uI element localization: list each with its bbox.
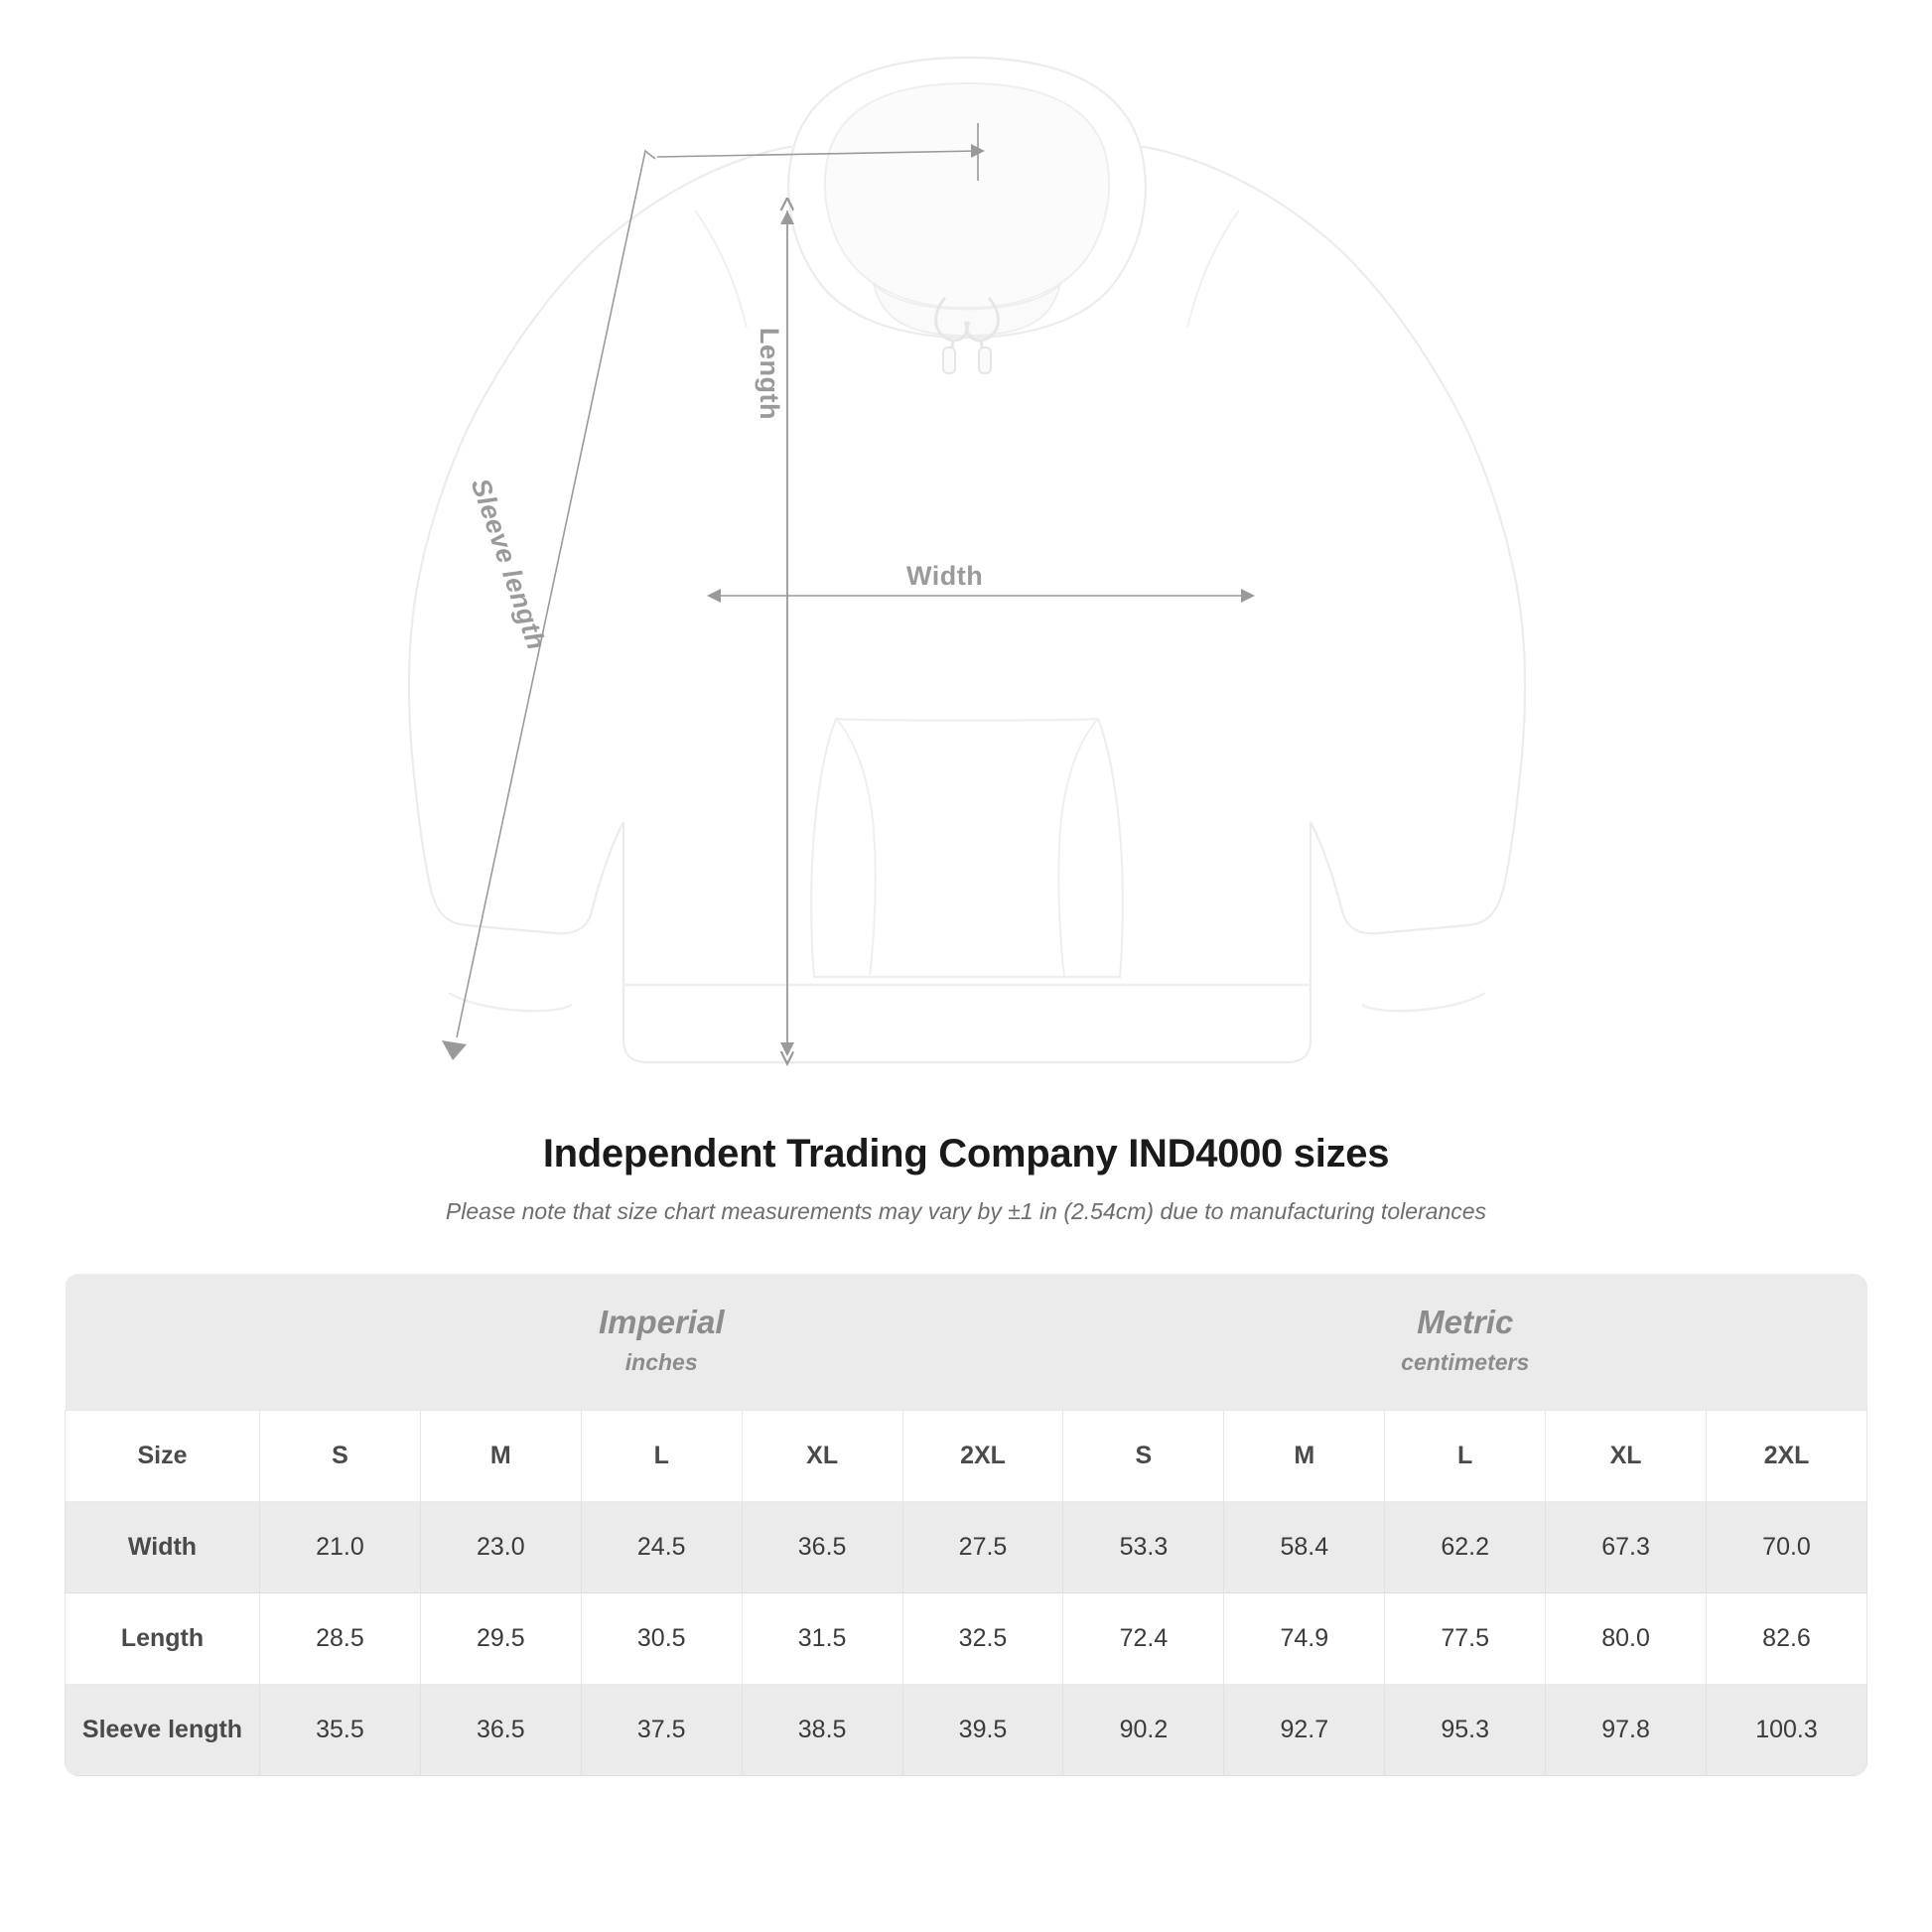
cell-sleeve-metric-xl: 97.8 xyxy=(1546,1685,1707,1776)
cell-length-imperial-s: 28.5 xyxy=(260,1593,421,1685)
cell-sleeve-metric-l: 95.3 xyxy=(1385,1685,1546,1776)
cell-length-metric-m: 74.9 xyxy=(1224,1593,1385,1685)
header-size-imperial-s: S xyxy=(260,1411,421,1502)
cell-width-metric-2xl: 70.0 xyxy=(1707,1502,1867,1593)
cell-sleeve-imperial-2xl: 39.5 xyxy=(902,1685,1063,1776)
header-size-imperial-2xl: 2XL xyxy=(902,1411,1063,1502)
sleeve-length-dimension-label: Sleeve length xyxy=(465,475,552,654)
cell-sleeve-metric-m: 92.7 xyxy=(1224,1685,1385,1776)
column-header-row xyxy=(66,1411,1867,1502)
length-dimension-label: Length xyxy=(755,328,784,420)
cell-width-imperial-m: 23.0 xyxy=(420,1502,581,1593)
cell-sleeve-imperial-m: 36.5 xyxy=(420,1685,581,1776)
header-size-imperial-l: L xyxy=(581,1411,742,1502)
cell-sleeve-metric-s: 90.2 xyxy=(1063,1685,1224,1776)
cell-sleeve-imperial-xl: 38.5 xyxy=(742,1685,902,1776)
unit-corner-cell xyxy=(66,1274,260,1411)
page-title: Independent Trading Company IND4000 sizes xyxy=(542,1132,1390,1175)
unit-group-metric-name: Metric xyxy=(1417,1304,1514,1340)
table-row xyxy=(66,1593,1867,1685)
cell-width-metric-l: 62.2 xyxy=(1385,1502,1546,1593)
size-table xyxy=(65,1274,1867,1776)
row-label-width: Width xyxy=(66,1502,260,1593)
cell-width-metric-m: 58.4 xyxy=(1224,1502,1385,1593)
cell-width-metric-s: 53.3 xyxy=(1063,1502,1224,1593)
cell-length-imperial-2xl: 32.5 xyxy=(902,1593,1063,1685)
header-size-metric-s: S xyxy=(1063,1411,1224,1502)
cell-width-imperial-xl: 36.5 xyxy=(742,1502,902,1593)
cell-length-metric-xl: 80.0 xyxy=(1546,1593,1707,1685)
unit-group-imperial-sub: inches xyxy=(624,1349,698,1375)
cell-length-imperial-l: 30.5 xyxy=(581,1593,742,1685)
unit-group-metric-sub: centimeters xyxy=(1401,1349,1530,1375)
cell-sleeve-imperial-s: 35.5 xyxy=(260,1685,421,1776)
width-dimension-label: Width xyxy=(906,561,984,591)
unit-group-imperial xyxy=(260,1274,1063,1411)
tolerance-note: Please note that size chart measurements may vary by ±1 in (2.54cm) due to manufacturing tolerances xyxy=(445,1198,1487,1224)
cell-width-imperial-l: 24.5 xyxy=(581,1502,742,1593)
header-size-metric-2xl: 2XL xyxy=(1707,1411,1867,1502)
cell-width-metric-xl: 67.3 xyxy=(1546,1502,1707,1593)
cell-width-imperial-s: 21.0 xyxy=(260,1502,421,1593)
unit-group-imperial-name: Imperial xyxy=(598,1304,725,1340)
header-size-metric-xl: XL xyxy=(1546,1411,1707,1502)
row-label-sleeve-length: Sleeve length xyxy=(66,1685,260,1776)
unit-group-metric xyxy=(1063,1274,1867,1411)
unit-group-row xyxy=(66,1274,1867,1411)
hoodie-shape xyxy=(409,58,1525,1062)
cell-width-imperial-2xl: 27.5 xyxy=(902,1502,1063,1593)
cell-sleeve-imperial-l: 37.5 xyxy=(581,1685,742,1776)
cell-length-metric-l: 77.5 xyxy=(1385,1593,1546,1685)
header-size-imperial-xl: XL xyxy=(742,1411,902,1502)
header-size: Size xyxy=(66,1411,260,1502)
header-size-metric-l: L xyxy=(1385,1411,1546,1502)
cell-length-metric-2xl: 82.6 xyxy=(1707,1593,1867,1685)
cell-length-imperial-m: 29.5 xyxy=(420,1593,581,1685)
cell-length-metric-s: 72.4 xyxy=(1063,1593,1224,1685)
size-table-wrapper xyxy=(65,1274,1867,1776)
table-row xyxy=(66,1502,1867,1593)
header-size-imperial-m: M xyxy=(420,1411,581,1502)
cell-length-imperial-xl: 31.5 xyxy=(742,1593,902,1685)
row-label-length: Length xyxy=(66,1593,260,1685)
title-block xyxy=(0,1132,1932,1225)
header-size-metric-m: M xyxy=(1224,1411,1385,1502)
table-row xyxy=(66,1685,1867,1776)
cell-sleeve-metric-2xl: 100.3 xyxy=(1707,1685,1867,1776)
